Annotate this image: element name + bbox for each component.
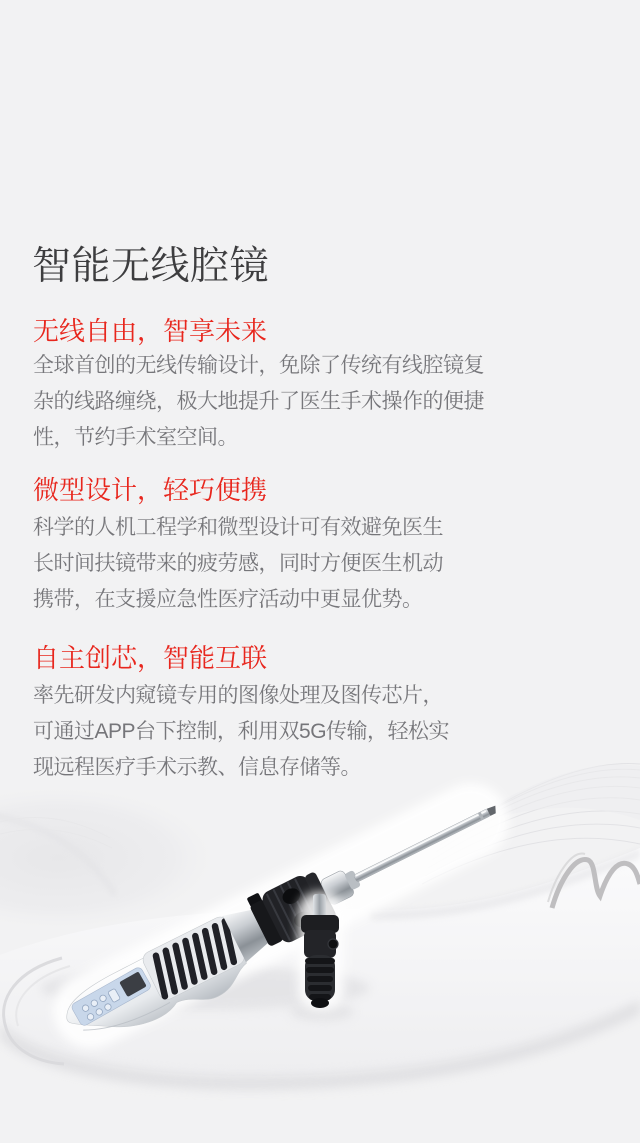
body-line: 长时间扶镜带来的疲劳感，同时方便医生机动 <box>33 552 443 575</box>
section-body-compact <box>33 510 593 618</box>
body-line: 科学的人机工程学和微型设计可有效避免医生 <box>33 516 443 539</box>
body-line: 全球首创的无线传输设计，免除了传统有线腔镜复 <box>33 354 484 377</box>
body-line: 携带，在支援应急性医疗活动中更显优势。 <box>33 588 423 611</box>
section-heading-chip: 自主创芯，智能互联 <box>33 643 268 673</box>
body-line: 率先研发内窥镜专用的图像处理及图传芯片， <box>33 684 443 707</box>
endoscope-illustration <box>0 760 640 1138</box>
body-line: 性，节约手术室空间。 <box>33 426 238 449</box>
section-heading-wireless: 无线自由，智享未来 <box>33 316 268 346</box>
page-title: 智能无线腔镜 <box>32 245 270 288</box>
section-heading-compact: 微型设计，轻巧便携 <box>33 475 268 505</box>
body-line: 杂的线路缠绕，极大地提升了医生手术操作的便捷 <box>33 390 484 413</box>
body-line: 可通过APP台下控制，利用双5G传输，轻松实 <box>33 720 450 743</box>
product-image <box>0 760 640 1138</box>
body-line: 现远程医疗手术示教、信息存储等。 <box>33 756 361 779</box>
section-body-wireless <box>33 348 593 456</box>
